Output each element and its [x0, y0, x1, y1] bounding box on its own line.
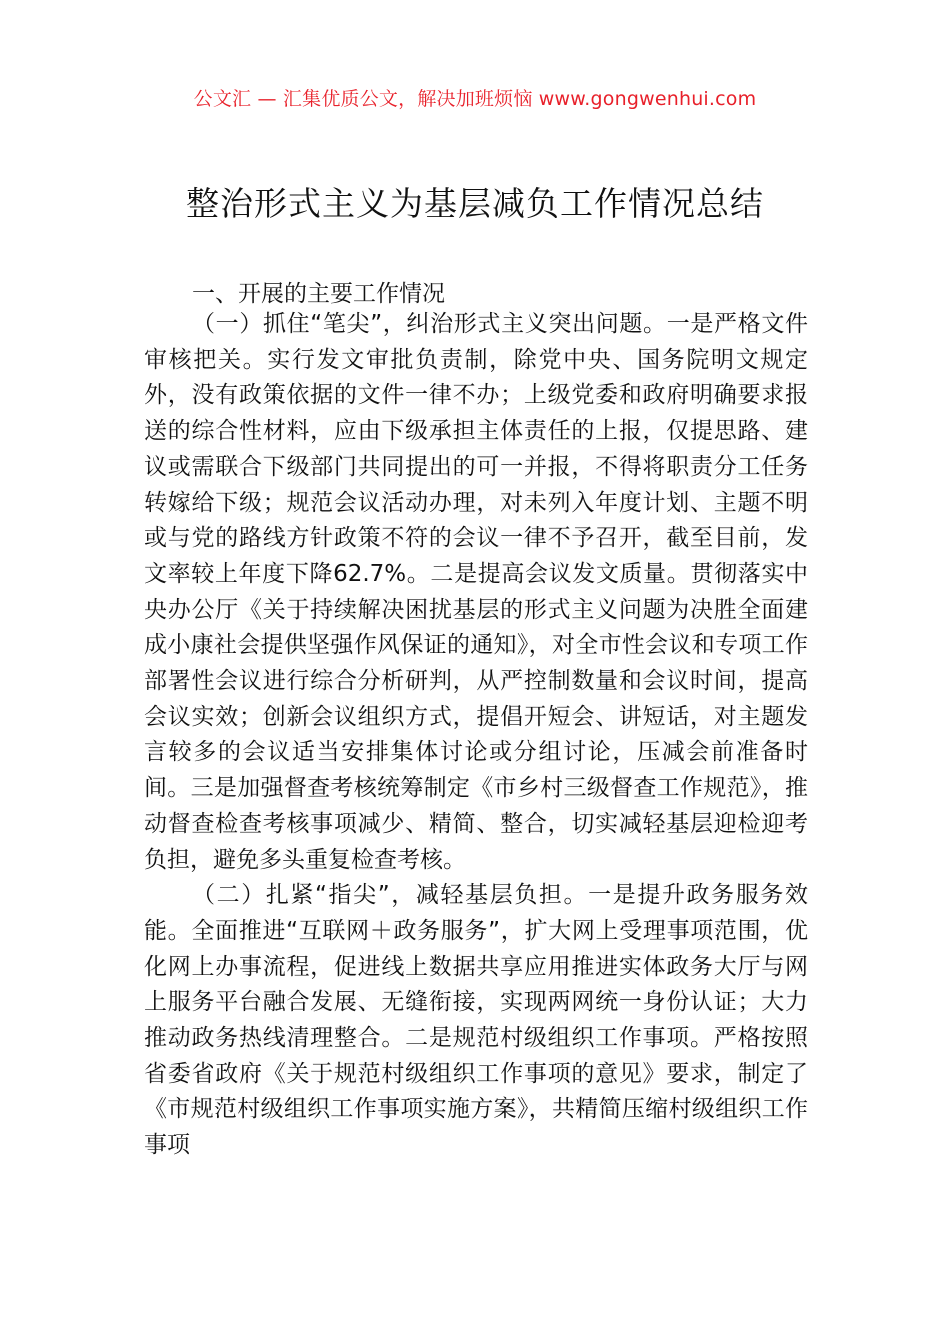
paragraph-1: （一）抓住“笔尖”，纠治形式主义突出问题。一是严格文件审核把关。实行发文审批负责制，除党中央、国务院明文规定外，没有政策依据的文件一律不办；上级党委和政府明确要求报送的综合性材料，应由下级承担主体责任的上报，仅提思路、建议或需联合下级部门共同提出的可一并报，不得将职责分工任务转嫁给下级；规范会议活动办理，对未列入年度计划、主题不明或与党的路线方针政策不符的会议一律不予召开，截至目前，发文率较上年度下降62.7%。二是提高会议发文质量。贯彻落实中央办公厅《关于持续解决困扰基层的形式主义问题为决胜全面建成小康社会提供坚强作风保证的通知》，对全市性会议和专项工作部署性会议进行综合分析研判，从严控制数量和会议时间，提高会议实效；创新会议组织方式，提倡开短会、讲短话，对主题发言较多的会议适当安排集体讨论或分组讨论，压减会前准备时间。三是加强督查考核统筹制定《市乡村三级督查工作规范》，推动督查检查考核事项减少、精简、整合，切实减轻基层迎检迎考负担，避免多头重复检查考核。 [144, 311, 808, 873]
document-body [144, 307, 808, 1164]
document-title: 整治形式主义为基层减负工作情况总结 [186, 184, 764, 223]
section-heading: 一、开展的主要工作情况 [192, 281, 445, 307]
site-banner: 公文汇 — 汇集优质公文，解决加班烦恼 www.gongwenhui.com [193, 88, 757, 110]
paragraph-2: （二）扎紧“指尖”，减轻基层负担。一是提升政务服务效能。全面推进“互联网＋政务服务”，扩大网上受理事项范围，优化网上办事流程，促进线上数据共享应用推进实体政务大厅与网上服务平台融合发展、无缝衔接，实现两网统一身份认证；大力推动政务热线清理整合。二是规范村级组织工作事项。严格按照省委省政府《关于规范村级组织工作事项的意见》要求，制定了《市规范村级组织工作事项实施方案》，共精简压缩村级组织工作事项 [144, 882, 808, 1159]
